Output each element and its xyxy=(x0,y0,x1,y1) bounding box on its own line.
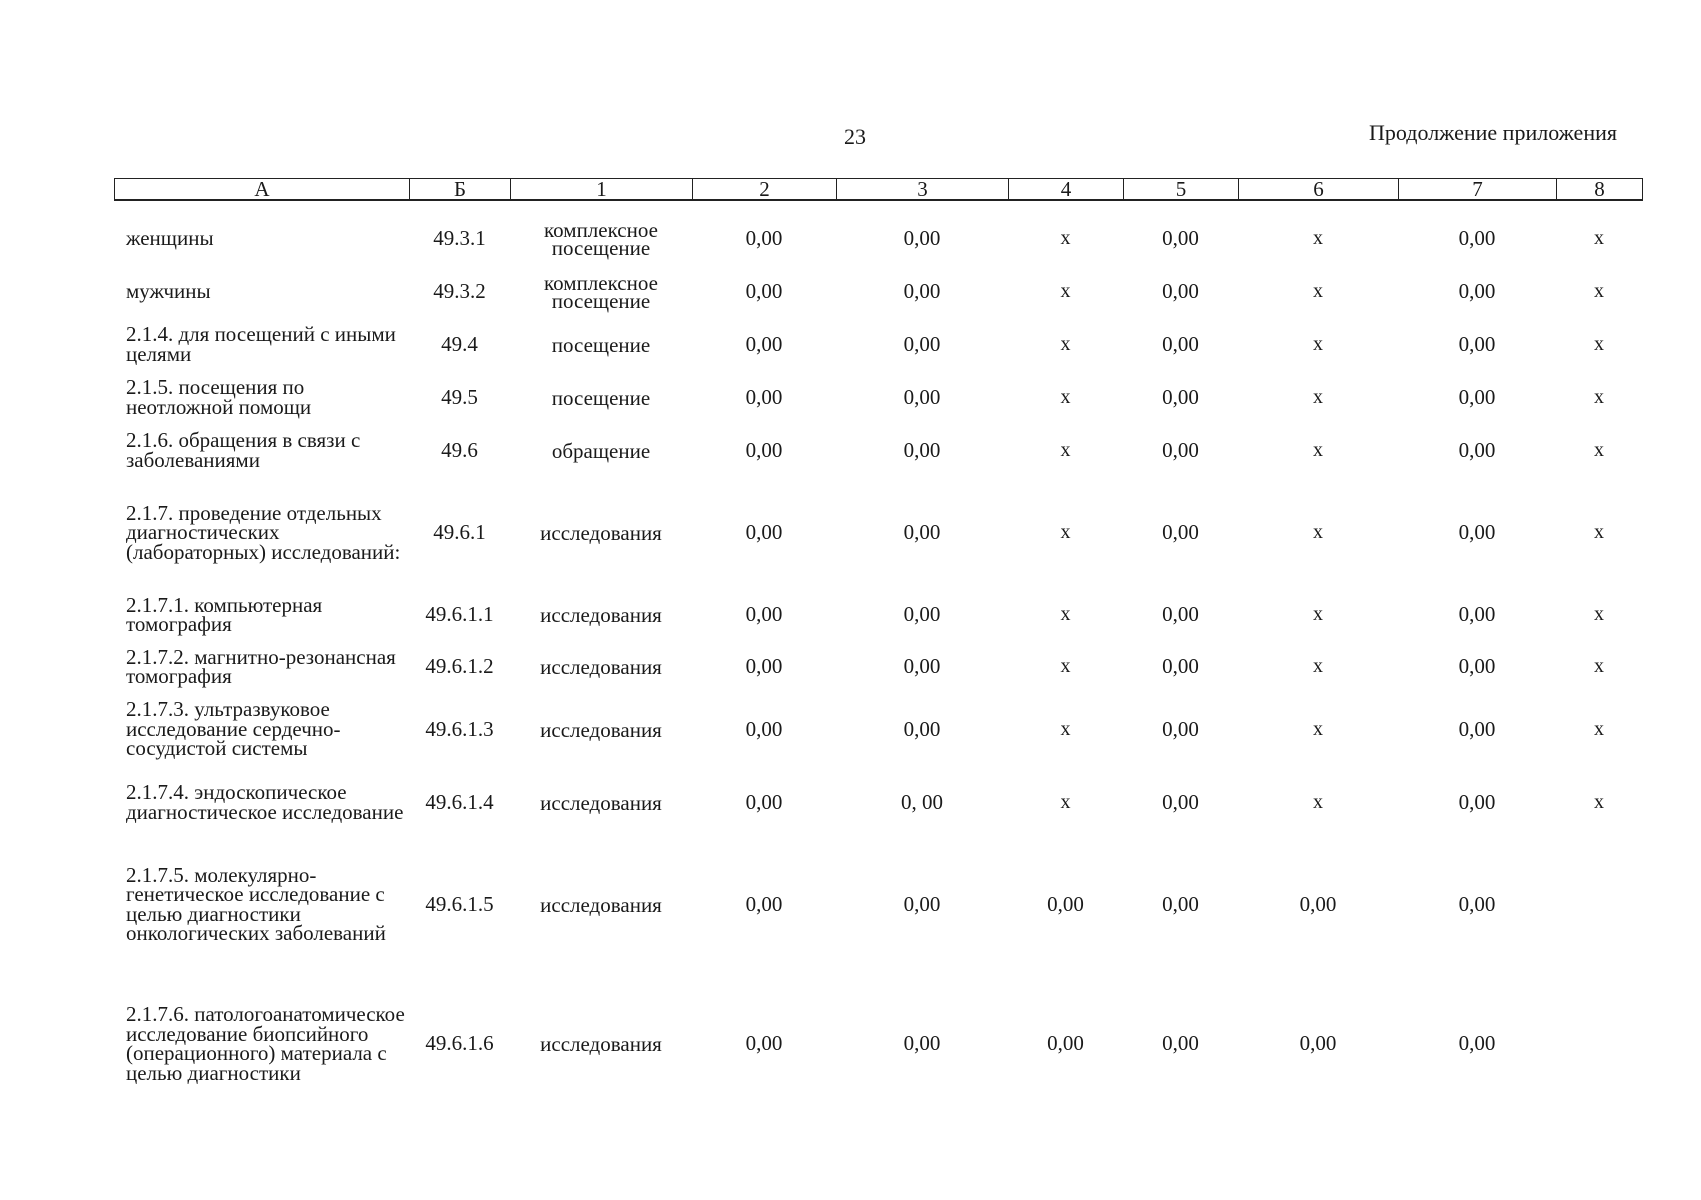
row-value-3: 0,00 xyxy=(903,716,941,741)
row-value-3: 0,00 xyxy=(903,891,941,916)
row-code: 49.6.1 xyxy=(433,520,486,545)
row-value-5: 0,00 xyxy=(1162,602,1199,627)
table-row xyxy=(114,424,1642,477)
row-code: 49.6.1.3 xyxy=(425,716,494,741)
row-name: 2.1.7.3. ультразвуковое исследование сердечно-сосудистой системы xyxy=(126,697,341,761)
row-value-4: x xyxy=(1060,438,1071,461)
row-value-4: 0,00 xyxy=(1047,891,1084,916)
header-cell-8: 8 xyxy=(1557,179,1643,201)
row-code: 49.4 xyxy=(441,331,478,356)
row-unit: исследования xyxy=(540,603,662,627)
table-row xyxy=(114,265,1642,318)
row-value-6: x xyxy=(1313,279,1323,302)
row-unit: комплексное посещение xyxy=(544,270,658,313)
row-value-5: 0,00 xyxy=(1162,789,1199,814)
row-value-6: 0,00 xyxy=(1299,1031,1337,1056)
row-value-5: 0,00 xyxy=(1162,384,1199,409)
row-value-8: x xyxy=(1594,790,1604,813)
row-value-8: x xyxy=(1594,438,1604,461)
row-name: 2.1.7.6. патологоанатомическое исследование биопсийного (операционного) материала с целью диагностики xyxy=(126,1002,405,1085)
row-name: 2.1.5. посещения по неотложной помощи xyxy=(126,375,312,419)
row-value-3: 0,00 xyxy=(903,384,941,409)
header-cell-b: Б xyxy=(410,179,511,201)
row-value-5: 0,00 xyxy=(1162,520,1199,545)
row-value-7: 0,00 xyxy=(1458,1031,1496,1056)
row-value-8: x xyxy=(1594,226,1604,249)
row-value-6: x xyxy=(1313,438,1323,461)
row-name: 2.1.4. для посещений с иными целями xyxy=(126,322,396,366)
header-cell-4: 4 xyxy=(1009,179,1124,201)
row-name: 2.1.7.1. компьютерная томография xyxy=(126,592,323,636)
row-value-3: 0,00 xyxy=(903,1031,941,1056)
table-row xyxy=(114,641,1642,693)
row-value-4: x xyxy=(1060,521,1071,544)
row-unit: исследования xyxy=(540,717,662,742)
row-value-8: x xyxy=(1594,717,1604,740)
row-value-2: 0,00 xyxy=(745,520,783,545)
table-row xyxy=(114,970,1642,1118)
row-value-6: 0,00 xyxy=(1299,891,1337,916)
row-code: 49.3.2 xyxy=(433,278,486,303)
row-value-5: 0,00 xyxy=(1162,331,1199,356)
table-row xyxy=(114,477,1642,589)
row-value-6: x xyxy=(1313,385,1323,408)
row-name: 2.1.6. обращения в связи с заболеваниями xyxy=(126,428,361,472)
row-unit: посещение xyxy=(551,332,651,357)
row-unit: комплексное посещение xyxy=(544,217,658,260)
row-value-3: 0,00 xyxy=(903,602,941,627)
row-value-3: 0,00 xyxy=(903,437,941,462)
table-row xyxy=(114,371,1642,424)
column-header-table xyxy=(114,178,1643,201)
row-unit: исследования xyxy=(540,790,662,815)
row-name: мужчины xyxy=(126,278,211,303)
row-name: 2.1.7.5. молекулярно-генетическое исследование с целью диагностики онкологических заболеваний xyxy=(126,862,386,945)
row-code: 49.6.1.1 xyxy=(425,602,494,627)
row-name: 2.1.7.4. эндоскопическое диагностическое исследование xyxy=(126,780,404,824)
row-value-7: 0,00 xyxy=(1458,437,1496,462)
row-value-2: 0,00 xyxy=(745,384,783,409)
row-value-7: 0,00 xyxy=(1458,384,1496,409)
row-value-5: 0,00 xyxy=(1162,1031,1199,1056)
row-unit: исследования xyxy=(540,521,662,545)
row-unit: исследования xyxy=(540,655,662,679)
row-value-3: 0,00 xyxy=(903,278,941,303)
table-row xyxy=(114,693,1642,766)
row-value-7: 0,00 xyxy=(1458,602,1496,627)
row-value-8: x xyxy=(1594,655,1604,678)
row-value-2: 0,00 xyxy=(745,654,783,679)
table-row xyxy=(114,589,1642,641)
header-cell-a: А xyxy=(115,179,410,201)
row-value-7: 0,00 xyxy=(1458,716,1496,741)
row-code: 49.6.1.4 xyxy=(425,789,494,814)
header-cell-5: 5 xyxy=(1124,179,1239,201)
row-value-4: x xyxy=(1060,717,1071,740)
row-value-3: 0,00 xyxy=(903,331,941,356)
row-value-2: 0,00 xyxy=(745,716,783,741)
row-value-6: x xyxy=(1313,790,1323,813)
row-value-6: x xyxy=(1313,332,1323,355)
row-value-8: x xyxy=(1594,279,1604,302)
row-code: 49.5 xyxy=(441,384,478,409)
row-value-7: 0,00 xyxy=(1458,278,1496,303)
row-value-4: x xyxy=(1060,603,1071,626)
row-value-4: x xyxy=(1060,226,1071,249)
row-value-8 xyxy=(1556,839,1642,970)
row-value-3: 0,00 xyxy=(903,654,941,679)
header-cell-3: 3 xyxy=(837,179,1009,201)
data-table xyxy=(114,212,1642,1118)
row-value-2: 0,00 xyxy=(745,225,783,250)
row-value-5: 0,00 xyxy=(1162,891,1199,916)
row-value-3: 0,00 xyxy=(903,225,941,250)
row-code: 49.6 xyxy=(441,437,478,462)
row-code: 49.6.1.6 xyxy=(425,1031,494,1056)
row-value-5: 0,00 xyxy=(1162,278,1199,303)
row-unit: исследования xyxy=(540,892,662,917)
row-value-6: x xyxy=(1313,603,1323,626)
row-value-4: x xyxy=(1060,279,1071,302)
row-code: 49.6.1.5 xyxy=(425,891,494,916)
row-value-2: 0,00 xyxy=(745,789,783,814)
row-value-7: 0,00 xyxy=(1458,891,1496,916)
row-value-6: x xyxy=(1313,655,1323,678)
table-row xyxy=(114,839,1642,970)
row-name: 2.1.7. проведение отдельных диагностических (лабораторных) исследований: xyxy=(126,500,401,564)
row-value-7: 0,00 xyxy=(1458,789,1496,814)
row-name: женщины xyxy=(126,225,214,250)
row-value-7: 0,00 xyxy=(1458,520,1496,545)
row-value-7: 0,00 xyxy=(1458,331,1496,356)
row-value-5: 0,00 xyxy=(1162,225,1199,250)
row-value-2: 0,00 xyxy=(745,602,783,627)
row-value-5: 0,00 xyxy=(1162,654,1199,679)
row-value-7: 0,00 xyxy=(1458,654,1496,679)
header-cell-1: 1 xyxy=(511,179,693,201)
row-unit: обращение xyxy=(551,438,651,463)
header-cell-6: 6 xyxy=(1239,179,1399,201)
row-value-8: x xyxy=(1594,603,1604,626)
row-unit: исследования xyxy=(540,1032,662,1056)
row-value-4: 0,00 xyxy=(1047,1031,1084,1056)
row-value-4: x xyxy=(1060,790,1071,813)
row-value-6: x xyxy=(1313,226,1323,249)
page-number: 23 xyxy=(844,124,866,149)
row-name: 2.1.7.2. магнитно-резонансная томография xyxy=(126,644,396,688)
row-code: 49.6.1.2 xyxy=(425,654,494,679)
row-value-6: x xyxy=(1313,521,1323,544)
header-cell-2: 2 xyxy=(693,179,837,201)
row-value-4: x xyxy=(1060,655,1071,678)
row-value-3: 0, 00 xyxy=(901,789,943,814)
table-row xyxy=(114,212,1642,265)
row-value-3: 0,00 xyxy=(903,520,941,545)
row-value-2: 0,00 xyxy=(745,437,783,462)
row-value-2: 0,00 xyxy=(745,278,783,303)
row-value-6: x xyxy=(1313,717,1323,740)
table-row xyxy=(114,318,1642,371)
header-cell-7: 7 xyxy=(1399,179,1557,201)
row-value-8: x xyxy=(1594,385,1604,408)
continuation-note: Продолжение приложения xyxy=(1369,120,1617,145)
row-value-4: x xyxy=(1060,332,1071,355)
row-value-2: 0,00 xyxy=(745,331,783,356)
row-value-8: x xyxy=(1594,521,1604,544)
row-value-5: 0,00 xyxy=(1162,437,1199,462)
table-row xyxy=(114,766,1642,839)
column-header-row xyxy=(115,179,1643,201)
row-value-4: x xyxy=(1060,385,1071,408)
row-unit: посещение xyxy=(551,385,651,410)
row-value-5: 0,00 xyxy=(1162,716,1199,741)
row-value-8: x xyxy=(1594,332,1604,355)
row-value-2: 0,00 xyxy=(745,891,783,916)
row-code: 49.3.1 xyxy=(433,225,486,250)
row-value-2: 0,00 xyxy=(745,1031,783,1056)
row-value-7: 0,00 xyxy=(1458,225,1496,250)
row-value-8 xyxy=(1556,970,1642,1118)
